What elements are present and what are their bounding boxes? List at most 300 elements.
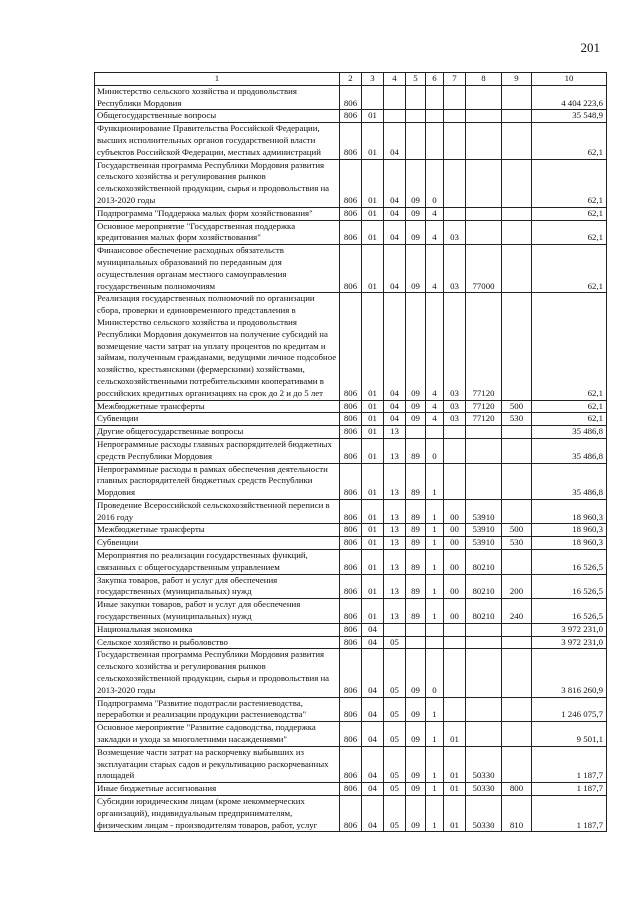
row-code-cell: [466, 159, 502, 207]
row-amount-cell: 3 972 231,0: [532, 623, 607, 636]
header-cell: 3: [362, 73, 384, 86]
row-name-cell: Основное мероприятие "Развитие садоводства, поддержка закладки и ухода за многолетними насаждениями": [95, 722, 340, 747]
table-row: [95, 649, 607, 697]
row-code-cell: 04: [384, 207, 406, 220]
row-code-cell: [444, 85, 466, 110]
row-code-cell: 03: [444, 220, 466, 245]
row-code-cell: 09: [406, 413, 426, 426]
row-code-cell: [406, 110, 426, 123]
row-code-cell: [466, 438, 502, 463]
row-code-cell: 03: [444, 293, 466, 400]
table-row: [95, 123, 607, 159]
row-code-cell: 806: [340, 123, 362, 159]
row-code-cell: 806: [340, 636, 362, 649]
row-name-cell: Финансовое обеспечение расходных обязательств муниципальных образований по переданным для осуществления органам местного самоуправления государственным полномочиям: [95, 245, 340, 293]
row-code-cell: [502, 159, 532, 207]
row-code-cell: 05: [384, 697, 406, 722]
row-code-cell: [502, 550, 532, 575]
row-name-cell: Субсидии юридическим лицам (кроме некоммерческих организаций), индивидуальным предпринимателям, физическим лицам - производителям товаров, работ, услуг: [95, 796, 340, 832]
row-code-cell: 01: [362, 293, 384, 400]
row-code-cell: [406, 85, 426, 110]
table-row: [95, 524, 607, 537]
row-code-cell: 80210: [466, 599, 502, 624]
row-code-cell: [466, 220, 502, 245]
row-code-cell: 53910: [466, 537, 502, 550]
row-code-cell: [426, 110, 444, 123]
row-code-cell: 04: [362, 623, 384, 636]
row-amount-cell: 1 187,7: [532, 783, 607, 796]
row-code-cell: 89: [406, 537, 426, 550]
table-row: [95, 293, 607, 400]
row-code-cell: [426, 123, 444, 159]
row-code-cell: 13: [384, 550, 406, 575]
row-code-cell: 806: [340, 245, 362, 293]
row-code-cell: 500: [502, 400, 532, 413]
row-amount-cell: 9 501,1: [532, 722, 607, 747]
row-code-cell: 77120: [466, 400, 502, 413]
row-code-cell: 13: [384, 599, 406, 624]
header-row: [95, 73, 607, 86]
row-code-cell: 500: [502, 524, 532, 537]
row-code-cell: 01: [362, 574, 384, 599]
row-name-cell: Иные закупки товаров, работ и услуг для обеспечения государственных (муниципальных) нужд: [95, 599, 340, 624]
row-code-cell: 09: [406, 159, 426, 207]
row-name-cell: Государственная программа Республики Мордовия развития сельского хозяйства и регулирования рынков сельскохозяйственной продукции, сырья и продовольствия на 2013-2020 годы: [95, 159, 340, 207]
row-amount-cell: 62,1: [532, 123, 607, 159]
row-code-cell: 05: [384, 783, 406, 796]
row-code-cell: 13: [384, 537, 406, 550]
row-code-cell: 00: [444, 499, 466, 524]
row-code-cell: 1: [426, 783, 444, 796]
row-code-cell: [406, 426, 426, 439]
row-amount-cell: 62,1: [532, 220, 607, 245]
row-name-cell: Закупка товаров, работ и услуг для обеспечения государственных (муниципальных) нужд: [95, 574, 340, 599]
row-code-cell: 806: [340, 574, 362, 599]
row-code-cell: [466, 463, 502, 499]
row-code-cell: [466, 426, 502, 439]
row-code-cell: 01: [362, 413, 384, 426]
row-code-cell: 4: [426, 220, 444, 245]
row-name-cell: Общегосударственные вопросы: [95, 110, 340, 123]
row-code-cell: 0: [426, 159, 444, 207]
table-row: [95, 245, 607, 293]
row-code-cell: 00: [444, 537, 466, 550]
row-code-cell: [444, 623, 466, 636]
row-code-cell: 89: [406, 599, 426, 624]
row-name-cell: Межбюджетные трансферты: [95, 400, 340, 413]
row-code-cell: 4: [426, 400, 444, 413]
row-name-cell: Межбюджетные трансферты: [95, 524, 340, 537]
row-code-cell: 806: [340, 599, 362, 624]
row-code-cell: [466, 123, 502, 159]
row-code-cell: [466, 722, 502, 747]
row-code-cell: 01: [362, 207, 384, 220]
row-code-cell: 01: [362, 537, 384, 550]
row-name-cell: Субвенции: [95, 537, 340, 550]
row-code-cell: [426, 85, 444, 110]
row-code-cell: 806: [340, 463, 362, 499]
table-row: [95, 426, 607, 439]
row-name-cell: Министерство сельского хозяйства и продовольствия Республики Мордовия: [95, 85, 340, 110]
row-code-cell: 04: [384, 293, 406, 400]
row-code-cell: 09: [406, 722, 426, 747]
table-row: [95, 499, 607, 524]
row-amount-cell: 18 960,3: [532, 524, 607, 537]
row-name-cell: Подпрограмма "Развитие подотрасли растениеводства, переработки и реализации продукции растениеводства": [95, 697, 340, 722]
row-code-cell: 01: [362, 110, 384, 123]
row-code-cell: 806: [340, 697, 362, 722]
row-code-cell: 00: [444, 574, 466, 599]
row-code-cell: [466, 623, 502, 636]
header-cell: 2: [340, 73, 362, 86]
row-code-cell: [466, 649, 502, 697]
row-amount-cell: 16 526,5: [532, 550, 607, 575]
row-code-cell: [502, 85, 532, 110]
row-code-cell: 01: [362, 463, 384, 499]
table-row: [95, 623, 607, 636]
row-code-cell: 03: [444, 413, 466, 426]
row-name-cell: Государственная программа Республики Мордовия развития сельского хозяйства и регулирования рынков сельскохозяйственной продукции, сырья и продовольствия на 2013-2020 годы: [95, 649, 340, 697]
row-code-cell: 13: [384, 426, 406, 439]
row-code-cell: 80210: [466, 574, 502, 599]
table-row: [95, 746, 607, 782]
header-cell: 7: [444, 73, 466, 86]
header-cell: 5: [406, 73, 426, 86]
row-code-cell: 89: [406, 550, 426, 575]
row-code-cell: 806: [340, 400, 362, 413]
row-code-cell: 09: [406, 207, 426, 220]
row-code-cell: [502, 697, 532, 722]
row-code-cell: [502, 746, 532, 782]
row-code-cell: 4: [426, 413, 444, 426]
row-code-cell: 1: [426, 722, 444, 747]
table-row: [95, 85, 607, 110]
table-row: [95, 400, 607, 413]
row-code-cell: [444, 207, 466, 220]
row-code-cell: 53910: [466, 524, 502, 537]
row-code-cell: [444, 636, 466, 649]
table-row: [95, 413, 607, 426]
row-code-cell: 240: [502, 599, 532, 624]
row-code-cell: [466, 207, 502, 220]
table-row: [95, 574, 607, 599]
row-code-cell: [384, 110, 406, 123]
row-code-cell: 1: [426, 537, 444, 550]
row-code-cell: 00: [444, 550, 466, 575]
row-code-cell: [444, 438, 466, 463]
row-code-cell: 09: [406, 649, 426, 697]
row-name-cell: Непрограммные расходы главных распорядителей бюджетных средств Республики Мордовия: [95, 438, 340, 463]
row-code-cell: 1: [426, 746, 444, 782]
row-code-cell: 04: [384, 413, 406, 426]
row-code-cell: 01: [362, 123, 384, 159]
row-code-cell: 13: [384, 499, 406, 524]
table-row: [95, 722, 607, 747]
row-code-cell: [406, 636, 426, 649]
row-code-cell: [502, 623, 532, 636]
row-code-cell: [502, 463, 532, 499]
row-amount-cell: 35 486,8: [532, 438, 607, 463]
row-code-cell: 77120: [466, 413, 502, 426]
row-code-cell: 806: [340, 722, 362, 747]
row-code-cell: 4: [426, 245, 444, 293]
table-row: [95, 783, 607, 796]
row-code-cell: [406, 123, 426, 159]
row-code-cell: 1: [426, 463, 444, 499]
table-row: [95, 110, 607, 123]
page-number: 201: [580, 40, 600, 55]
row-code-cell: 04: [362, 697, 384, 722]
row-amount-cell: 4 404 223,6: [532, 85, 607, 110]
row-code-cell: 89: [406, 499, 426, 524]
row-code-cell: 09: [406, 293, 426, 400]
row-code-cell: [426, 623, 444, 636]
row-name-cell: Реализация государственных полномочий по организации сбора, проверки и единовременного представления в Министерство сельского хозяйства и продовольствия Республики Мордовия документов на получение субсидий на возмещение части затрат на уплату процентов по кредитам и займам, полученным гражданами, ведущими личное подсобное хозяйство, крестьянскими (фермерскими) хозяйствами, сельскохозяйственными потребительскими кооперативами в российских кредитных организациях на срок до 2 и до 5 лет: [95, 293, 340, 400]
row-code-cell: 53910: [466, 499, 502, 524]
row-amount-cell: 35 548,9: [532, 110, 607, 123]
row-code-cell: 806: [340, 438, 362, 463]
row-code-cell: 05: [384, 746, 406, 782]
row-code-cell: 89: [406, 574, 426, 599]
row-code-cell: 0: [426, 438, 444, 463]
row-code-cell: [444, 426, 466, 439]
row-code-cell: 04: [362, 746, 384, 782]
row-amount-cell: 16 526,5: [532, 574, 607, 599]
row-code-cell: 01: [444, 783, 466, 796]
row-code-cell: 50330: [466, 746, 502, 782]
row-amount-cell: 1 246 075,7: [532, 697, 607, 722]
row-amount-cell: 62,1: [532, 245, 607, 293]
row-code-cell: 530: [502, 537, 532, 550]
row-code-cell: [384, 623, 406, 636]
row-code-cell: 01: [362, 220, 384, 245]
row-amount-cell: 62,1: [532, 159, 607, 207]
row-code-cell: [502, 110, 532, 123]
row-name-cell: Основное мероприятие "Государственная поддержка кредитования малых форм хозяйствования": [95, 220, 340, 245]
row-code-cell: [444, 697, 466, 722]
row-name-cell: Сельское хозяйство и рыболовство: [95, 636, 340, 649]
row-code-cell: 1: [426, 574, 444, 599]
row-code-cell: 00: [444, 599, 466, 624]
row-code-cell: 13: [384, 463, 406, 499]
table-row: [95, 463, 607, 499]
row-code-cell: 200: [502, 574, 532, 599]
row-code-cell: 806: [340, 207, 362, 220]
row-code-cell: 01: [362, 438, 384, 463]
row-name-cell: Мероприятия по реализации государственных функций, связанных с общегосударственным управлением: [95, 550, 340, 575]
row-code-cell: 806: [340, 796, 362, 832]
row-code-cell: 04: [384, 400, 406, 413]
row-code-cell: 04: [362, 796, 384, 832]
row-amount-cell: 62,1: [532, 413, 607, 426]
row-code-cell: 00: [444, 524, 466, 537]
row-code-cell: 806: [340, 524, 362, 537]
row-amount-cell: 62,1: [532, 207, 607, 220]
row-code-cell: [502, 293, 532, 400]
row-code-cell: 01: [362, 245, 384, 293]
header-cell: 10: [532, 73, 607, 86]
row-code-cell: 13: [384, 438, 406, 463]
row-code-cell: [502, 245, 532, 293]
row-code-cell: 806: [340, 746, 362, 782]
row-code-cell: [502, 649, 532, 697]
row-code-cell: 04: [362, 649, 384, 697]
row-code-cell: 04: [362, 722, 384, 747]
header-cell: 4: [384, 73, 406, 86]
row-code-cell: 806: [340, 110, 362, 123]
row-code-cell: [362, 85, 384, 110]
row-code-cell: 50330: [466, 796, 502, 832]
table-row: [95, 636, 607, 649]
row-code-cell: [466, 85, 502, 110]
row-code-cell: 13: [384, 574, 406, 599]
row-code-cell: 1: [426, 550, 444, 575]
row-amount-cell: 35 486,8: [532, 426, 607, 439]
row-code-cell: 09: [406, 783, 426, 796]
row-code-cell: 800: [502, 783, 532, 796]
table-row: [95, 220, 607, 245]
row-name-cell: Другие общегосударственные вопросы: [95, 426, 340, 439]
row-code-cell: 01: [444, 746, 466, 782]
row-code-cell: 1: [426, 599, 444, 624]
row-code-cell: 09: [406, 697, 426, 722]
row-amount-cell: 3 816 260,9: [532, 649, 607, 697]
row-code-cell: 4: [426, 293, 444, 400]
row-name-cell: Иные бюджетные ассигнования: [95, 783, 340, 796]
row-name-cell: Возмещение части затрат на раскорчевку выбывших из эксплуатации старых садов и рекультивацию раскорчеванных площадей: [95, 746, 340, 782]
row-code-cell: [502, 636, 532, 649]
row-code-cell: 04: [384, 245, 406, 293]
row-code-cell: 01: [362, 550, 384, 575]
row-code-cell: 04: [384, 220, 406, 245]
row-code-cell: 1: [426, 796, 444, 832]
row-name-cell: Национальная экономика: [95, 623, 340, 636]
row-code-cell: 09: [406, 746, 426, 782]
row-code-cell: 806: [340, 537, 362, 550]
row-code-cell: 04: [362, 636, 384, 649]
row-code-cell: 1: [426, 499, 444, 524]
row-code-cell: 01: [444, 722, 466, 747]
row-code-cell: 89: [406, 463, 426, 499]
header-cell: 6: [426, 73, 444, 86]
table-row: [95, 697, 607, 722]
row-code-cell: 77000: [466, 245, 502, 293]
row-code-cell: 04: [384, 123, 406, 159]
row-code-cell: 09: [406, 245, 426, 293]
row-code-cell: 50330: [466, 783, 502, 796]
table-row: [95, 207, 607, 220]
row-code-cell: 806: [340, 623, 362, 636]
row-code-cell: 806: [340, 293, 362, 400]
header-cell: 8: [466, 73, 502, 86]
row-code-cell: 01: [444, 796, 466, 832]
header-cell: 1: [95, 73, 340, 86]
row-code-cell: 05: [384, 636, 406, 649]
row-code-cell: 806: [340, 649, 362, 697]
row-code-cell: [502, 426, 532, 439]
row-code-cell: [444, 463, 466, 499]
row-code-cell: [502, 438, 532, 463]
row-code-cell: [444, 123, 466, 159]
row-code-cell: 77120: [466, 293, 502, 400]
row-code-cell: 806: [340, 159, 362, 207]
row-code-cell: [466, 697, 502, 722]
row-name-cell: Подпрограмма "Поддержка малых форм хозяйствования": [95, 207, 340, 220]
row-code-cell: [426, 426, 444, 439]
row-code-cell: 05: [384, 796, 406, 832]
table-row: [95, 550, 607, 575]
row-code-cell: 13: [384, 524, 406, 537]
row-code-cell: 09: [406, 220, 426, 245]
row-code-cell: 01: [362, 599, 384, 624]
row-code-cell: [444, 110, 466, 123]
row-code-cell: 806: [340, 783, 362, 796]
row-code-cell: 806: [340, 220, 362, 245]
row-amount-cell: 35 486,8: [532, 463, 607, 499]
row-code-cell: 530: [502, 413, 532, 426]
row-code-cell: 1: [426, 524, 444, 537]
row-code-cell: 4: [426, 207, 444, 220]
row-code-cell: 0: [426, 649, 444, 697]
row-code-cell: 01: [362, 159, 384, 207]
row-code-cell: 04: [384, 159, 406, 207]
row-code-cell: 05: [384, 649, 406, 697]
row-code-cell: 806: [340, 426, 362, 439]
row-code-cell: 1: [426, 697, 444, 722]
row-code-cell: [466, 110, 502, 123]
table-row: [95, 537, 607, 550]
table-row: [95, 796, 607, 832]
row-code-cell: 05: [384, 722, 406, 747]
row-name-cell: Субвенции: [95, 413, 340, 426]
row-code-cell: 806: [340, 499, 362, 524]
row-amount-cell: 62,1: [532, 293, 607, 400]
row-code-cell: 806: [340, 550, 362, 575]
table-row: [95, 159, 607, 207]
row-code-cell: 806: [340, 85, 362, 110]
row-code-cell: [466, 636, 502, 649]
row-code-cell: 810: [502, 796, 532, 832]
row-code-cell: [502, 220, 532, 245]
row-code-cell: [502, 123, 532, 159]
row-name-cell: Функционирование Правительства Российской Федерации, высших исполнительных органов государственной власти субъектов Российской Федерации, местных администраций: [95, 123, 340, 159]
row-amount-cell: 18 960,3: [532, 499, 607, 524]
row-code-cell: 03: [444, 400, 466, 413]
row-code-cell: 03: [444, 245, 466, 293]
row-code-cell: 806: [340, 413, 362, 426]
table-row: [95, 599, 607, 624]
row-code-cell: [426, 636, 444, 649]
row-code-cell: [444, 649, 466, 697]
row-code-cell: 80210: [466, 550, 502, 575]
row-amount-cell: 62,1: [532, 400, 607, 413]
row-code-cell: [384, 85, 406, 110]
row-code-cell: [502, 722, 532, 747]
row-code-cell: 01: [362, 400, 384, 413]
row-amount-cell: 16 526,5: [532, 599, 607, 624]
row-name-cell: Проведение Всероссийской сельскохозяйственной переписи в 2016 году: [95, 499, 340, 524]
row-code-cell: 89: [406, 524, 426, 537]
header-cell: 9: [502, 73, 532, 86]
table-row: [95, 438, 607, 463]
row-amount-cell: 3 972 231,0: [532, 636, 607, 649]
row-code-cell: 04: [362, 783, 384, 796]
row-amount-cell: 1 187,7: [532, 746, 607, 782]
row-amount-cell: 18 960,3: [532, 537, 607, 550]
budget-table: [94, 72, 607, 832]
row-code-cell: [444, 159, 466, 207]
row-code-cell: 09: [406, 796, 426, 832]
